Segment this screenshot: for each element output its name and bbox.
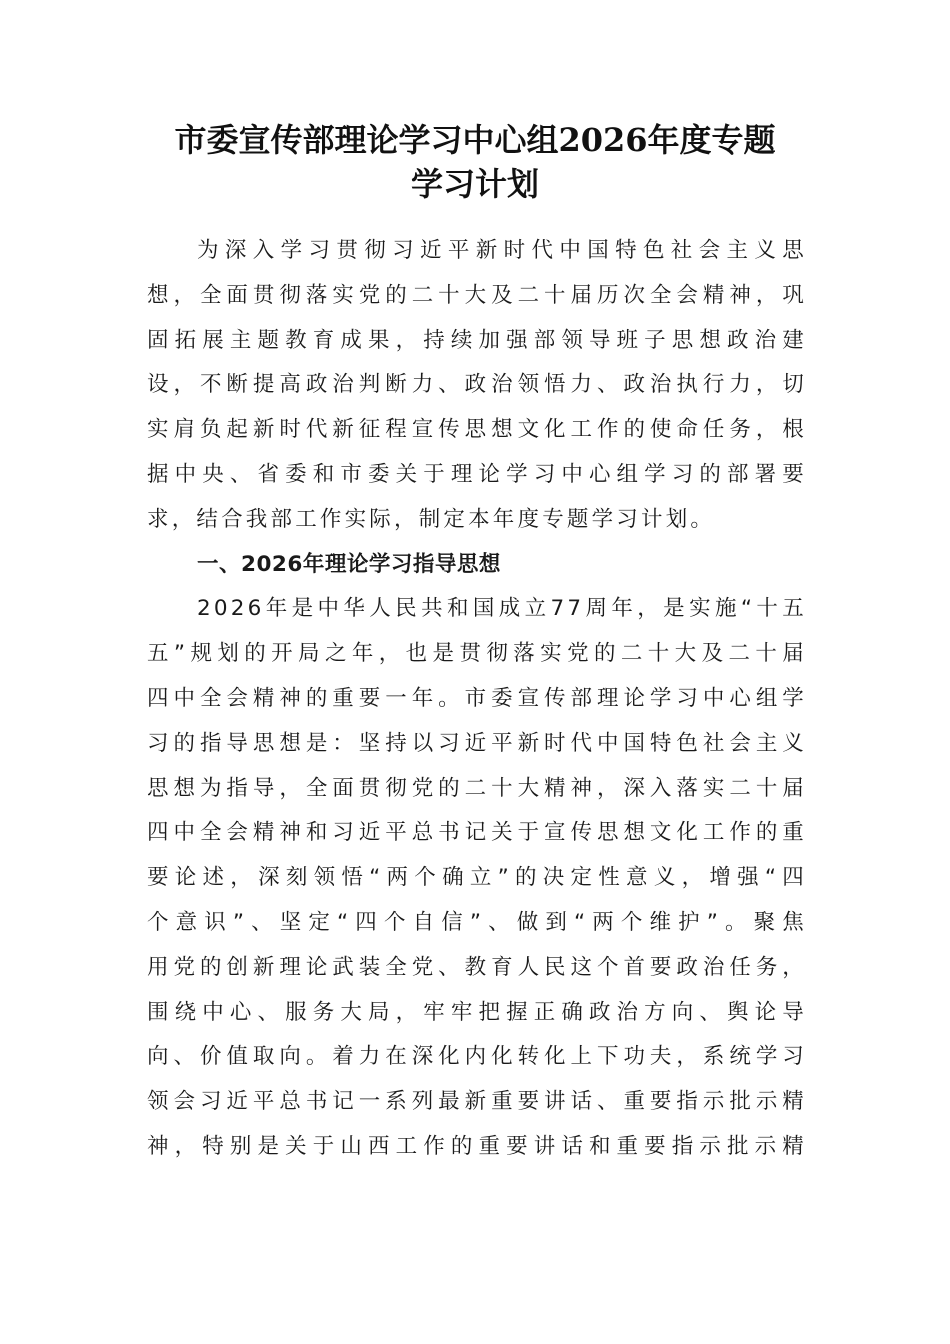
- paragraph-line: 思想为指导，全面贯彻党的二十大精神，深入落实二十届: [147, 775, 807, 801]
- paragraph-line: 五”规划的开局之年，也是贯彻落实党的二十大及二十届: [147, 641, 807, 667]
- paragraph-line: 求，结合我部工作实际，制定本年度专题学习计划。: [147, 506, 716, 532]
- paragraph-line: 向、价值取向。着力在深化内化转化上下功夫，系统学习: [147, 1044, 807, 1070]
- paragraph-line: 围绕中心、服务大局，牢牢把握正确政治方向、舆论导: [147, 999, 807, 1025]
- document-body: [147, 229, 807, 1170]
- paragraph-line: 设，不断提高政治判断力、政治领悟力、政治执行力，切: [147, 372, 807, 398]
- guiding-thought-paragraph: [147, 587, 807, 1169]
- paragraph-line: 想，全面贯彻落实党的二十大及二十届历次全会精神，巩: [147, 282, 807, 308]
- paragraph-line: 个意识”、坚定“四个自信”、做到“两个维护”。聚焦: [147, 909, 807, 935]
- section-heading: 一、2026年理论学习指导思想: [197, 551, 501, 577]
- document-title-line-1: 市委宣传部理论学习中心组2026年度专题: [174, 121, 776, 159]
- paragraph-line: 实肩负起新时代新征程宣传思想文化工作的使命任务，根: [147, 417, 807, 443]
- paragraph-line: 要论述，深刻领悟“两个确立”的决定性意义，增强“四: [147, 865, 807, 891]
- paragraph-line: 为深入学习贯彻习近平新时代中国特色社会主义思: [197, 238, 807, 263]
- paragraph-line: 2026年是中华人民共和国成立77周年，是实施“十五: [197, 596, 807, 622]
- paragraph-line: 领会习近平总书记一系列最新重要讲话、重要指示批示精: [147, 1089, 807, 1115]
- intro-paragraph: [147, 229, 807, 543]
- paragraph-line: 神，特别是关于山西工作的重要讲话和重要指示批示精: [147, 1133, 807, 1159]
- paragraph-line: 四中全会精神的重要一年。市委宣传部理论学习中心组学: [147, 685, 807, 711]
- paragraph-line: 习的指导思想是：坚持以习近平新时代中国特色社会主义: [147, 730, 807, 756]
- paragraph-line: 据中央、省委和市委关于理论学习中心组学习的部署要: [147, 461, 807, 487]
- paragraph-line: 四中全会精神和习近平总书记关于宣传思想文化工作的重: [147, 820, 807, 846]
- paragraph-line: 用党的创新理论武装全党、教育人民这个首要政治任务，: [147, 954, 807, 980]
- document-title-line-2: 学习计划: [410, 165, 539, 203]
- paragraph-line: 固拓展主题教育成果，持续加强部领导班子思想政治建: [147, 327, 807, 353]
